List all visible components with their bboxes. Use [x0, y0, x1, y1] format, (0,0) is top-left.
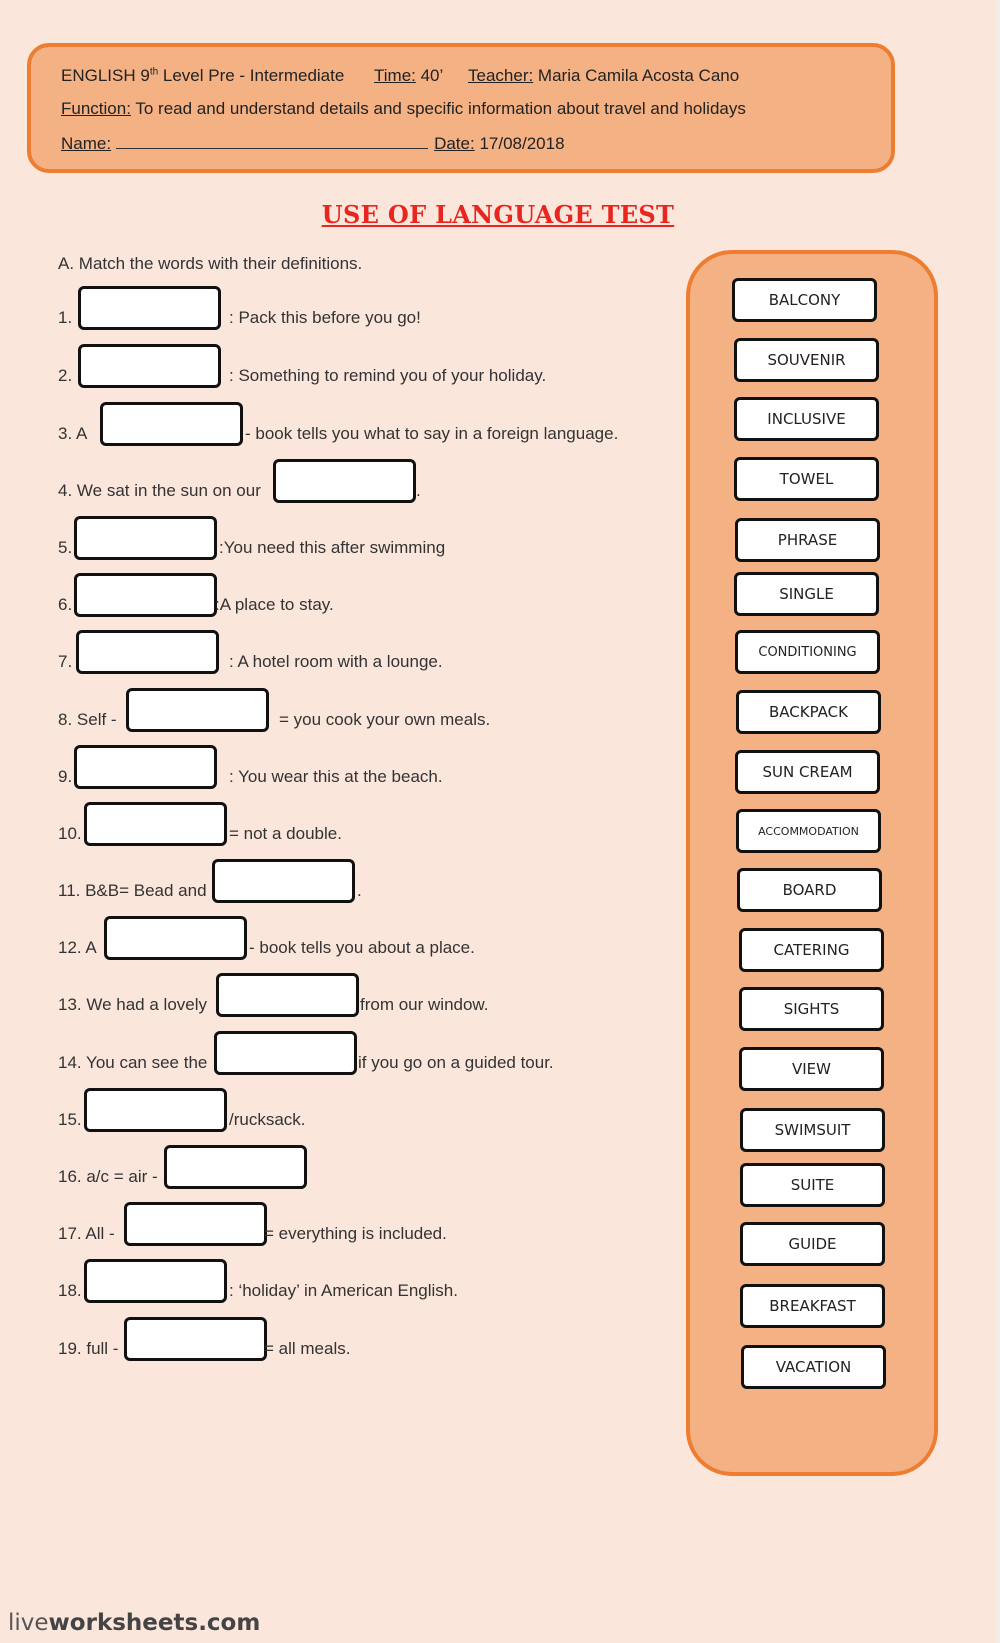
word-chip[interactable]: VACATION [741, 1345, 886, 1389]
answer-dropzone[interactable] [100, 402, 243, 446]
answer-dropzone[interactable] [78, 286, 221, 330]
question-prefix: 8. Self - [58, 710, 117, 729]
question-suffix: : ‘holiday’ in American English. [229, 1281, 458, 1300]
time-value: 40’ [415, 66, 444, 85]
teacher-label: Teacher: [468, 66, 534, 85]
question-prefix: 4. We sat in the sun on our [58, 481, 261, 500]
word-chip[interactable]: BREAKFAST [740, 1284, 885, 1328]
question-suffix: :You need this after swimming [219, 538, 446, 557]
question-suffix: :A place to stay. [215, 595, 334, 614]
question-suffix: = everything is included. [264, 1224, 447, 1243]
function-value: To read and understand details and specific information about travel and holidays [130, 99, 746, 118]
answer-dropzone[interactable] [124, 1317, 267, 1361]
teacher-field [468, 66, 739, 86]
question-prefix: 11. B&B= Bead and [58, 881, 207, 900]
course-label: ENGLISH 9 [61, 66, 150, 85]
word-chip[interactable]: PHRASE [735, 518, 880, 562]
answer-dropzone[interactable] [164, 1145, 307, 1189]
question-prefix: 13. We had a lovely [58, 995, 207, 1014]
question-suffix: . [357, 881, 362, 900]
question-prefix: 18. [58, 1281, 82, 1300]
date-label: Date: [434, 134, 475, 153]
answer-dropzone[interactable] [214, 1031, 357, 1075]
answer-dropzone[interactable] [212, 859, 355, 903]
answer-dropzone[interactable] [84, 1088, 227, 1132]
answer-dropzone[interactable] [273, 459, 416, 503]
answer-dropzone[interactable] [84, 802, 227, 846]
question-prefix: 12. A [58, 938, 97, 957]
word-chip[interactable]: BOARD [737, 868, 882, 912]
time-field [374, 66, 443, 86]
question-prefix: 1. [58, 308, 73, 327]
word-chip[interactable]: BALCONY [732, 278, 877, 322]
answer-dropzone[interactable] [104, 916, 247, 960]
question-prefix: 16. a/c = air - [58, 1167, 158, 1186]
question-prefix: 9. [58, 767, 73, 786]
question-prefix: 14. You can see the [58, 1053, 208, 1072]
answer-dropzone[interactable] [84, 1259, 227, 1303]
function-label: Function: [61, 99, 131, 118]
answer-dropzone[interactable] [74, 745, 217, 789]
course-sup: th [149, 66, 159, 78]
answer-dropzone[interactable] [126, 688, 269, 732]
word-chip[interactable]: SWIMSUIT [740, 1108, 885, 1152]
question-suffix: - book tells you what to say in a foreign language. [245, 424, 619, 443]
question-prefix: 7. [58, 652, 73, 671]
function-field [61, 99, 746, 119]
word-chip[interactable]: SUITE [740, 1163, 885, 1207]
word-chip[interactable]: SINGLE [734, 572, 879, 616]
word-chip[interactable]: CATERING [739, 928, 884, 972]
word-chip[interactable]: SUN CREAM [735, 750, 880, 794]
question-suffix: : Something to remind you of your holiday. [229, 366, 547, 385]
word-chip[interactable]: ACCOMMODATION [736, 809, 881, 853]
date-value: 17/08/2018 [474, 134, 565, 153]
question-suffix: . [416, 481, 421, 500]
question-prefix: 3. A [58, 424, 88, 443]
header-panel [27, 43, 895, 173]
question-suffix: /rucksack. [229, 1110, 306, 1129]
question-suffix: if you go on a guided tour. [358, 1053, 554, 1072]
question-suffix: = not a double. [229, 824, 342, 843]
question-suffix: - book tells you about a place. [249, 938, 475, 957]
level-label: Level Pre - Intermediate [158, 66, 345, 85]
question-suffix: : Pack this before you go! [229, 308, 421, 327]
word-bank-panel [686, 250, 938, 1476]
logo-part-bold: worksheets [48, 1610, 199, 1636]
word-chip[interactable]: BACKPACK [736, 690, 881, 734]
word-chip[interactable]: INCLUSIVE [734, 397, 879, 441]
question-suffix: = all meals. [264, 1339, 351, 1358]
question-suffix: = you cook your own meals. [279, 710, 491, 729]
liveworksheets-logo [8, 1610, 260, 1636]
question-suffix: : A hotel room with a lounge. [229, 652, 443, 671]
answer-dropzone[interactable] [78, 344, 221, 388]
word-chip[interactable]: GUIDE [740, 1222, 885, 1266]
word-chip[interactable]: SOUVENIR [734, 338, 879, 382]
word-chip[interactable]: TOWEL [734, 457, 879, 501]
question-prefix: 5. [58, 538, 73, 557]
question-prefix: 17. All - [58, 1224, 115, 1243]
header-line-1 [61, 66, 344, 86]
question-prefix: 10. [58, 824, 82, 843]
question-prefix: 2. [58, 366, 73, 385]
question-suffix: from our window. [360, 995, 489, 1014]
name-label: Name: [61, 134, 112, 153]
question-suffix: : You wear this at the beach. [229, 767, 443, 786]
teacher-value: Maria Camila Acosta Cano [533, 66, 740, 85]
word-chip[interactable]: CONDITIONING [735, 630, 880, 674]
answer-dropzone[interactable] [216, 973, 359, 1017]
logo-part-tld: .com [198, 1610, 261, 1636]
name-blank[interactable] [116, 132, 428, 149]
word-chip[interactable]: SIGHTS [739, 987, 884, 1031]
question-prefix: 19. full - [58, 1339, 119, 1358]
question-prefix: 15. [58, 1110, 82, 1129]
name-date-line [61, 132, 565, 154]
instruction-text: A. Match the words with their definitions. [58, 254, 363, 273]
answer-dropzone[interactable] [74, 516, 217, 560]
answer-dropzone[interactable] [76, 630, 219, 674]
logo-part-light: live [8, 1610, 49, 1636]
page-title: USE OF LANGUAGE TEST [321, 200, 675, 229]
answer-dropzone[interactable] [124, 1202, 267, 1246]
time-label: Time: [374, 66, 416, 85]
question-prefix: 6. [58, 595, 73, 614]
answer-dropzone[interactable] [74, 573, 217, 617]
word-chip[interactable]: VIEW [739, 1047, 884, 1091]
